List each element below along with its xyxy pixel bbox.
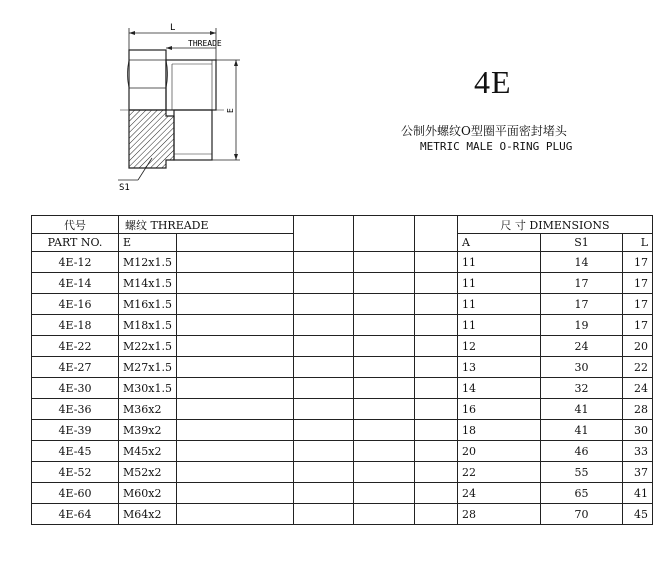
dim-s1-label: S1 <box>119 183 130 193</box>
dim-l-label: L <box>170 23 176 33</box>
part-no-cell: 4E-30 <box>32 378 119 399</box>
dim-s1-cell: 55 <box>541 462 623 483</box>
blank-cell <box>294 273 354 294</box>
dimensions-table <box>31 215 653 525</box>
col-s1-header: S1 <box>541 234 623 252</box>
dim-s1-cell: 19 <box>541 315 623 336</box>
blank-cell <box>415 336 458 357</box>
table-row <box>32 504 653 525</box>
blank-cell <box>354 378 415 399</box>
blank-cell <box>415 504 458 525</box>
dim-l-cell: 41 <box>623 483 653 504</box>
blank-cell <box>415 462 458 483</box>
dim-l-cell: 30 <box>623 420 653 441</box>
thread-e-cell: M60x2 <box>119 483 177 504</box>
part-no-cell: 4E-22 <box>32 336 119 357</box>
blank-cell <box>415 483 458 504</box>
blank-cell <box>354 273 415 294</box>
dim-s1-cell: 17 <box>541 273 623 294</box>
dim-l-cell: 22 <box>623 357 653 378</box>
thread-e-cell: M45x2 <box>119 441 177 462</box>
dim-a-cell: 14 <box>458 378 541 399</box>
blank-cell <box>294 336 354 357</box>
blank-cell <box>294 294 354 315</box>
thread-e-cell: M30x1.5 <box>119 378 177 399</box>
blank-cell <box>354 441 415 462</box>
dim-l-cell: 17 <box>623 252 653 273</box>
blank-cell <box>177 294 294 315</box>
blank-cell <box>415 252 458 273</box>
blank-cell <box>354 357 415 378</box>
blank-cell <box>354 315 415 336</box>
dim-l-cell: 28 <box>623 399 653 420</box>
dim-l-cell: 24 <box>623 378 653 399</box>
part-no-cell: 4E-60 <box>32 483 119 504</box>
table-row <box>32 315 653 336</box>
blank-cell <box>177 462 294 483</box>
blank-cell <box>177 399 294 420</box>
dim-l-cell: 33 <box>623 441 653 462</box>
blank-cell <box>415 357 458 378</box>
thread-e-cell: M22x1.5 <box>119 336 177 357</box>
dim-a-cell: 13 <box>458 357 541 378</box>
blank-cell <box>415 294 458 315</box>
blank-cell <box>177 420 294 441</box>
dim-thread-label: THREADE <box>188 39 222 48</box>
blank-cell <box>294 462 354 483</box>
blank-cell <box>415 378 458 399</box>
dim-a-cell: 22 <box>458 462 541 483</box>
dim-a-cell: 11 <box>458 273 541 294</box>
part-no-cell: 4E-45 <box>32 441 119 462</box>
blank-cell <box>294 357 354 378</box>
thread-e-cell: M27x1.5 <box>119 357 177 378</box>
part-no-cell: 4E-12 <box>32 252 119 273</box>
blank-cell <box>294 483 354 504</box>
part-no-cell: 4E-18 <box>32 315 119 336</box>
dim-a-cell: 12 <box>458 336 541 357</box>
product-name-cn: 公制外螺纹O型圈平面密封堵头 <box>401 124 567 138</box>
table-row <box>32 483 653 504</box>
blank-cell <box>294 420 354 441</box>
dim-l-cell: 17 <box>623 315 653 336</box>
blank-header-1 <box>294 216 354 252</box>
thread-group-header: 螺纹 THREADE <box>119 216 294 234</box>
part-no-cell: 4E-27 <box>32 357 119 378</box>
blank-cell <box>177 252 294 273</box>
blank-cell <box>354 483 415 504</box>
blank-cell <box>177 483 294 504</box>
thread-e-cell: M12x1.5 <box>119 252 177 273</box>
col-e-header: E <box>119 234 177 252</box>
blank-cell <box>177 378 294 399</box>
part-no-header-en: PART NO. <box>32 234 119 252</box>
blank-header-2 <box>354 216 415 252</box>
product-code: 4E <box>474 64 512 100</box>
dim-s1-cell: 17 <box>541 294 623 315</box>
col-l-header: L <box>623 234 653 252</box>
blank-cell <box>294 252 354 273</box>
dim-l-cell: 17 <box>623 294 653 315</box>
blank-cell <box>294 315 354 336</box>
blank-cell <box>415 420 458 441</box>
dim-a-cell: 20 <box>458 441 541 462</box>
blank-cell <box>415 315 458 336</box>
blank-cell <box>294 378 354 399</box>
dim-l-cell: 45 <box>623 504 653 525</box>
blank-cell <box>177 273 294 294</box>
thread-e-cell: M18x1.5 <box>119 315 177 336</box>
dim-a-cell: 11 <box>458 252 541 273</box>
blank-cell <box>294 399 354 420</box>
blank-cell <box>354 504 415 525</box>
blank-cell <box>354 336 415 357</box>
dim-s1-cell: 14 <box>541 252 623 273</box>
dim-s1-cell: 41 <box>541 399 623 420</box>
product-name-en: METRIC MALE O-RING PLUG <box>420 140 573 153</box>
dim-a-cell: 16 <box>458 399 541 420</box>
thread-e-cell: M16x1.5 <box>119 294 177 315</box>
dim-s1-cell: 24 <box>541 336 623 357</box>
dim-l-cell: 37 <box>623 462 653 483</box>
part-no-cell: 4E-36 <box>32 399 119 420</box>
dim-s1-cell: 30 <box>541 357 623 378</box>
blank-cell <box>415 273 458 294</box>
dim-e-label: E <box>226 108 235 113</box>
dim-a-cell: 11 <box>458 315 541 336</box>
dim-l-cell: 20 <box>623 336 653 357</box>
col-a-header: A <box>458 234 541 252</box>
table-row <box>32 252 653 273</box>
blank-cell <box>354 252 415 273</box>
part-no-cell: 4E-52 <box>32 462 119 483</box>
table-row <box>32 441 653 462</box>
blank-cell <box>354 420 415 441</box>
table-row <box>32 357 653 378</box>
dim-s1-cell: 65 <box>541 483 623 504</box>
table-row <box>32 420 653 441</box>
part-no-cell: 4E-14 <box>32 273 119 294</box>
blank-header-3 <box>415 216 458 252</box>
blank-cell <box>177 504 294 525</box>
col-blank-header <box>177 234 294 252</box>
dim-a-cell: 28 <box>458 504 541 525</box>
blank-cell <box>177 315 294 336</box>
blank-cell <box>177 357 294 378</box>
table-row <box>32 273 653 294</box>
blank-cell <box>415 441 458 462</box>
dim-s1-cell: 46 <box>541 441 623 462</box>
plug-technical-drawing <box>100 20 260 195</box>
thread-e-cell: M39x2 <box>119 420 177 441</box>
thread-e-cell: M64x2 <box>119 504 177 525</box>
blank-cell <box>294 504 354 525</box>
dim-a-cell: 24 <box>458 483 541 504</box>
dim-a-cell: 18 <box>458 420 541 441</box>
table-row <box>32 336 653 357</box>
blank-cell <box>354 294 415 315</box>
dim-s1-cell: 70 <box>541 504 623 525</box>
dimensions-group-header: 尺 寸 DIMENSIONS <box>458 216 653 234</box>
blank-cell <box>177 441 294 462</box>
blank-cell <box>354 462 415 483</box>
dim-s1-cell: 41 <box>541 420 623 441</box>
table-row <box>32 378 653 399</box>
part-no-cell: 4E-16 <box>32 294 119 315</box>
blank-cell <box>294 441 354 462</box>
thread-e-cell: M52x2 <box>119 462 177 483</box>
part-no-cell: 4E-64 <box>32 504 119 525</box>
thread-e-cell: M14x1.5 <box>119 273 177 294</box>
dim-l-cell: 17 <box>623 273 653 294</box>
dim-s1-cell: 32 <box>541 378 623 399</box>
table-row <box>32 462 653 483</box>
table-row <box>32 399 653 420</box>
dim-a-cell: 11 <box>458 294 541 315</box>
part-no-cell: 4E-39 <box>32 420 119 441</box>
blank-cell <box>354 399 415 420</box>
part-no-header-cn: 代号 <box>32 216 119 234</box>
blank-cell <box>415 399 458 420</box>
blank-cell <box>177 336 294 357</box>
thread-e-cell: M36x2 <box>119 399 177 420</box>
table-row <box>32 294 653 315</box>
